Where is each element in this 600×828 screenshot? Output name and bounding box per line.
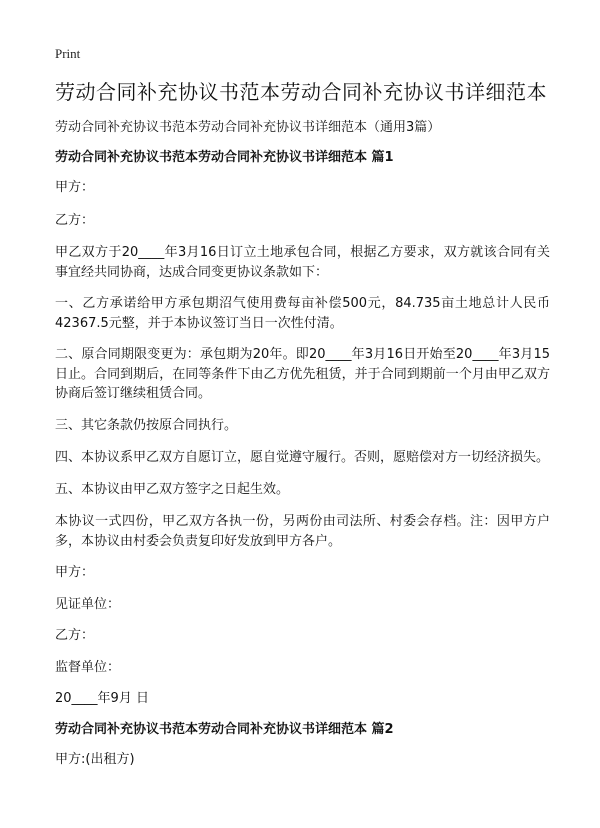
copies-note: 本协议一式四份，甲乙双方各执一份，另两份由司法所、村委会存档。注：因甲方户多，本协议由村委会负责复印好发放到甲方各户。 bbox=[55, 514, 550, 549]
intro-paragraph: 甲乙双方于20____年3月16日订立土地承包合同，根据乙方要求，双方就该合同有关事宜经共同协商，达成合同变更协议条款如下： bbox=[55, 245, 550, 280]
signature-party-a: 甲方： bbox=[55, 565, 95, 580]
print-link[interactable]: Print bbox=[55, 46, 81, 61]
clause-4: 四、本协议系甲乙双方自愿订立，愿自觉遵守履行。否则，愿赔偿对方一切经济损失。 bbox=[55, 450, 550, 465]
party-b-label: 乙方： bbox=[55, 212, 95, 228]
signature-witness-unit: 见证单位： bbox=[55, 596, 121, 612]
clause-3: 三、其它条款仍按原合同执行。 bbox=[55, 417, 238, 433]
clause-5: 五、本协议由甲乙双方签字之日起生效。 bbox=[55, 481, 290, 497]
signature-supervisor-unit: 监督单位： bbox=[55, 659, 121, 675]
signature-date: 20____年9月 日 bbox=[55, 691, 149, 706]
clause-2: 二、原合同期限变更为：承包期为20年。即20____年3月16日开始至20____年3月15日止。合同到期后，在同等条件下由乙方优先租赁，并于合同到期前一个月由甲乙双方协商后签订继续租赁合同。 bbox=[55, 347, 550, 401]
clause-1: 一、乙方承诺给甲方承包期沼气使用费每亩补偿500元，84.735亩土地总计人民币42367.5元整，并于本协议签订当日一次性付清。 bbox=[55, 296, 550, 331]
document-body bbox=[55, 149, 550, 782]
party-a-label: 甲方： bbox=[55, 180, 95, 195]
signature-party-b: 乙方： bbox=[55, 628, 95, 643]
section-heading-1: 劳动合同补充协议书范本劳动合同补充协议书详细范本 篇1 bbox=[55, 150, 394, 165]
document-title: 劳动合同补充协议书范本劳动合同补充协议书详细范本 bbox=[55, 80, 547, 104]
party-a-lessor-label: 甲方:(出租方) bbox=[55, 751, 135, 767]
section-heading-2: 劳动合同补充协议书范本劳动合同补充协议书详细范本 篇2 bbox=[55, 721, 394, 737]
document-subtitle: 劳动合同补充协议书范本劳动合同补充协议书详细范本（通用3篇） bbox=[55, 120, 441, 135]
